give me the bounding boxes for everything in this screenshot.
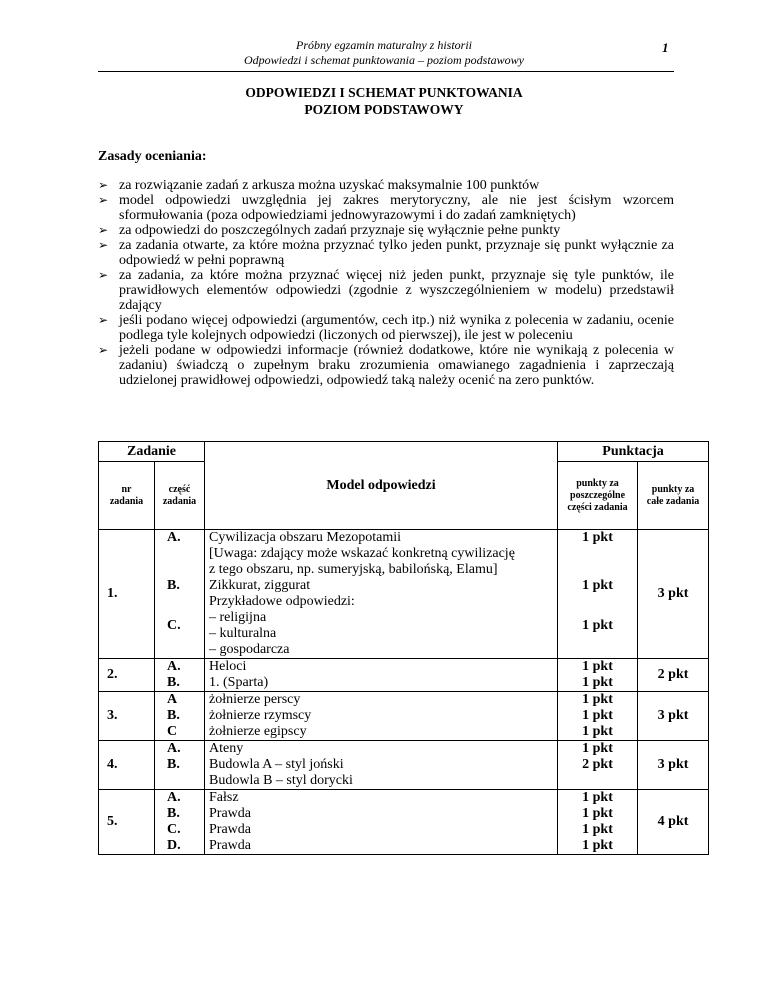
- task-total-points: 3 pkt: [638, 530, 709, 659]
- task-number: 1.: [99, 530, 155, 659]
- rule-text: jeżeli podane w odpowiedzi informacje (również dodatkowe, które nie wynikają z polecenia w zadaniu) świadczą o zupełnym braku zrozumienia omawianego zagadnienia i zaprzeczają udzielonej prawidłowej odpowiedzi, odpowiedź taką należy ocenić na zero punktów.: [119, 343, 674, 388]
- model-answer: [205, 530, 558, 579]
- model-answer: [205, 692, 558, 709]
- task-part: B.: [155, 757, 205, 790]
- model-answer: [205, 741, 558, 758]
- model-answer: [205, 659, 558, 676]
- answer-table: [98, 441, 709, 855]
- task-number: 2.: [99, 659, 155, 692]
- answer-line: – gospodarcza: [209, 642, 290, 657]
- header-model: Model odpowiedzi: [205, 442, 558, 530]
- part-points: 1 pkt: [558, 578, 638, 594]
- answer-line: żołnierze rzymscy: [209, 708, 312, 723]
- task-number: 5.: [99, 790, 155, 855]
- header-punkty-cale: punkty za całe zadania: [638, 462, 709, 530]
- rule-item: [98, 238, 674, 268]
- answer-line: – religijna: [209, 610, 267, 625]
- page-header: [0, 38, 768, 68]
- answer-line: Budowla A – styl joński: [209, 757, 344, 772]
- page-number: 1: [662, 40, 669, 55]
- table-row: [99, 692, 709, 709]
- task-part: B.: [155, 806, 205, 822]
- arrow-bullet-icon: ➢: [98, 343, 109, 357]
- table-row: [99, 838, 709, 855]
- task-total-points: 2 pkt: [638, 659, 709, 692]
- table-row: [99, 757, 709, 790]
- rule-item: [98, 193, 674, 223]
- table-row: [99, 741, 709, 758]
- arrow-bullet-icon: ➢: [98, 193, 109, 207]
- part-points: 1 pkt: [558, 838, 638, 855]
- rule-text: za rozwiązanie zadań z arkusza można uzyskać maksymalnie 100 punktów: [119, 178, 540, 193]
- model-answer: [205, 594, 558, 659]
- rule-item: [98, 313, 674, 343]
- model-answer: [205, 806, 558, 822]
- table-row: [99, 708, 709, 724]
- model-answer: [205, 708, 558, 724]
- part-points: 1 pkt: [558, 530, 638, 579]
- task-part: A.: [155, 741, 205, 758]
- model-answer: [205, 675, 558, 692]
- answer-line: Zikkurat, ziggurat: [209, 578, 311, 593]
- arrow-bullet-icon: ➢: [98, 268, 109, 282]
- task-part: A: [155, 692, 205, 709]
- rules-heading: Zasady oceniania:: [98, 149, 207, 164]
- model-answer: [205, 822, 558, 838]
- task-part: B.: [155, 675, 205, 692]
- header-punkty-czesci: punkty za poszczególne części zadania: [558, 462, 638, 530]
- task-part: C.: [155, 822, 205, 838]
- rule-item: [98, 178, 674, 193]
- answer-line: Prawda: [209, 806, 252, 821]
- answer-line: Prawda: [209, 838, 252, 853]
- task-part: D.: [155, 838, 205, 855]
- task-total-points: 4 pkt: [638, 790, 709, 855]
- table-row: [99, 806, 709, 822]
- part-points: 1 pkt: [558, 659, 638, 676]
- answer-line: – kulturalna: [209, 626, 277, 641]
- table-row: [99, 594, 709, 659]
- model-answer: [205, 757, 558, 790]
- answer-line: 1. (Sparta): [209, 675, 269, 690]
- model-answer: [205, 578, 558, 594]
- task-part: A.: [155, 659, 205, 676]
- answer-line: Ateny: [209, 741, 244, 756]
- answer-line: żołnierze perscy: [209, 692, 301, 707]
- header-line-1: Próbny egzamin maturalny z historii: [296, 38, 472, 52]
- answer-line: żołnierze egipscy: [209, 724, 307, 739]
- task-number: 3.: [99, 692, 155, 741]
- document-title: [0, 84, 768, 118]
- rules-list: [98, 178, 674, 388]
- task-part: C: [155, 724, 205, 741]
- part-points: 1 pkt: [558, 692, 638, 709]
- table-row: [99, 530, 709, 579]
- part-points: 2 pkt: [558, 757, 638, 790]
- table-row: [99, 822, 709, 838]
- rule-item: [98, 268, 674, 313]
- rule-text: za zadania otwarte, za które można przyznać tylko jeden punkt, przyznaje się punkt wyłącznie za odpowiedź w pełni poprawną: [119, 238, 674, 268]
- table-row: [99, 675, 709, 692]
- table-row: [99, 578, 709, 594]
- answer-line: Heloci: [209, 659, 247, 674]
- task-part: B.: [155, 578, 205, 594]
- task-part: B.: [155, 708, 205, 724]
- model-answer: [205, 838, 558, 855]
- answer-line: Fałsz: [209, 790, 239, 805]
- rule-text: za zadania, za które można przyznać więcej niż jeden punkt, przyznaje się tyle punktów, ile prawidłowych elementów odpowiedzi (zgodnie z wyszczególnieniem w modelu) przedstawił zdający: [119, 268, 674, 313]
- answer-line: Cywilizacja obszaru Mezopotamii: [209, 530, 402, 545]
- task-part: C.: [155, 594, 205, 659]
- rule-item: [98, 223, 674, 238]
- task-part: A.: [155, 530, 205, 579]
- rule-text: jeśli podano więcej odpowiedzi (argumentów, cech itp.) niż wynika z polecenia w zadaniu, ocenie podlega tyle kolejnych odpowiedzi (liczonych od pierwszej), ile jest w poleceniu: [119, 313, 674, 343]
- part-points: 1 pkt: [558, 708, 638, 724]
- arrow-bullet-icon: ➢: [98, 223, 109, 237]
- task-total-points: 3 pkt: [638, 692, 709, 741]
- answer-line: Prawda: [209, 822, 252, 837]
- part-points: 1 pkt: [558, 790, 638, 807]
- task-total-points: 3 pkt: [638, 741, 709, 790]
- header-divider: [98, 71, 674, 72]
- rule-item: [98, 343, 674, 388]
- header-line-2: Odpowiedzi i schemat punktowania – poziom podstawowy: [244, 53, 524, 67]
- model-answer: [205, 724, 558, 741]
- answer-line: [Uwaga: zdający może wskazać konkretną cywilizację: [209, 546, 515, 561]
- table-row: [99, 790, 709, 807]
- answer-line: z tego obszaru, np. sumeryjską, babilońską, Elamu]: [209, 562, 498, 577]
- title-line-1: ODPOWIEDZI I SCHEMAT PUNKTOWANIA: [245, 85, 523, 100]
- table-row: [99, 724, 709, 741]
- part-points: 1 pkt: [558, 724, 638, 741]
- task-number: 4.: [99, 741, 155, 790]
- header-zadanie: Zadanie: [99, 442, 205, 462]
- header-punktacja: Punktacja: [558, 442, 709, 462]
- answer-line: Budowla B – styl dorycki: [209, 773, 353, 788]
- part-points: 1 pkt: [558, 806, 638, 822]
- part-points: 1 pkt: [558, 822, 638, 838]
- arrow-bullet-icon: ➢: [98, 178, 109, 192]
- title-line-2: POZIOM PODSTAWOWY: [304, 102, 464, 117]
- answer-line: Przykładowe odpowiedzi:: [209, 594, 355, 609]
- header-czesc: część zadania: [155, 462, 205, 530]
- part-points: 1 pkt: [558, 675, 638, 692]
- task-part: A.: [155, 790, 205, 807]
- part-points: 1 pkt: [558, 741, 638, 758]
- arrow-bullet-icon: ➢: [98, 313, 109, 327]
- arrow-bullet-icon: ➢: [98, 238, 109, 252]
- rule-text: za odpowiedzi do poszczególnych zadań przyznaje się wyłącznie pełne punkty: [119, 223, 561, 238]
- rule-text: model odpowiedzi uwzględnia jej zakres merytoryczny, ale nie jest ścisłym wzorcem sformułowania (poza odpowiedziami jednowyrazowymi i do zadań zamkniętych): [119, 193, 674, 223]
- header-nr: nr zadania: [99, 462, 155, 530]
- part-points: 1 pkt: [558, 594, 638, 659]
- table-row: [99, 659, 709, 676]
- model-answer: [205, 790, 558, 807]
